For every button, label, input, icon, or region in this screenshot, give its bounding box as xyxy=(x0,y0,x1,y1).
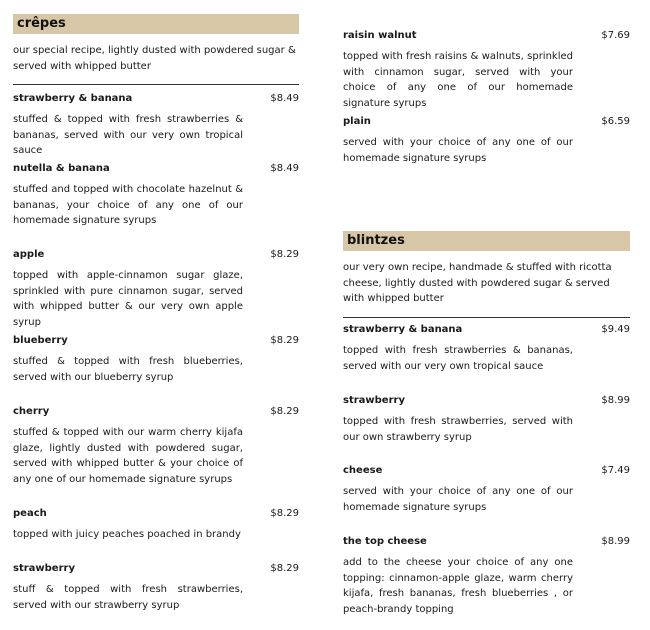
menu-item-crepe-nutella-banana xyxy=(13,162,299,229)
item-name: raisin walnut xyxy=(343,30,417,41)
item-name: strawberry xyxy=(343,395,405,406)
menu-item-blintz-top-cheese xyxy=(343,535,630,617)
item-description: served with your choice of any one of our homemade signature syrups xyxy=(343,137,573,164)
item-name: nutella & banana xyxy=(13,163,110,174)
crepes-section-title: crêpes xyxy=(13,14,299,34)
crepes-column xyxy=(13,0,299,611)
menu-item-crepe-strawberry xyxy=(13,562,299,613)
item-description: topped with fresh raisins & walnuts, sprinkled with cinnamon sugar, served with your choice of any one of our homemade signature syrups xyxy=(343,51,573,109)
item-price: $8.29 xyxy=(270,508,299,519)
menu-item-crepe-apple xyxy=(13,248,299,330)
crepes-section-description: our special recipe, lightly dusted with powdered sugar & served with whipped butter xyxy=(13,45,296,72)
item-price: $9.49 xyxy=(601,324,630,335)
menu-item-blintz-strawberry-banana xyxy=(343,323,630,374)
item-price: $8.99 xyxy=(601,536,630,547)
item-name: strawberry & banana xyxy=(13,93,133,104)
item-description: topped with juicy peaches poached in brandy xyxy=(13,529,241,540)
item-price: $8.29 xyxy=(270,406,299,417)
item-price: $8.29 xyxy=(270,249,299,260)
item-description: topped with fresh strawberries, served with our own strawberry syrup xyxy=(343,416,573,443)
menu-item-crepe-strawberry-banana xyxy=(13,92,299,159)
menu-item-blintz-cheese xyxy=(343,464,630,515)
item-name: blueberry xyxy=(13,335,68,346)
menu-item-crepe-peach xyxy=(13,507,299,543)
item-price: $6.59 xyxy=(601,116,630,127)
blintzes-section xyxy=(343,231,630,318)
item-description: stuffed and topped with chocolate hazelnut & bananas, your choice of any one of our homemade signature syrups xyxy=(13,184,243,226)
item-price: $8.29 xyxy=(270,335,299,346)
item-price: $7.49 xyxy=(601,465,630,476)
item-description: topped with fresh strawberries & bananas, served with our very own tropical sauce xyxy=(343,345,573,372)
item-description: topped with apple-cinnamon sugar glaze, sprinkled with pure cinnamon sugar, served with whipped butter & our very own apple syrup xyxy=(13,270,243,328)
menu-item-crepe-plain xyxy=(343,115,630,166)
item-name: cheese xyxy=(343,465,383,476)
item-description: stuffed & topped with fresh blueberries, served with our blueberry syrup xyxy=(13,356,243,383)
item-description: stuffed & topped with fresh strawberries & bananas, served with our very own tropical sauce xyxy=(13,114,243,156)
item-price: $7.69 xyxy=(601,30,630,41)
item-price: $8.29 xyxy=(270,563,299,574)
item-name: peach xyxy=(13,508,47,519)
item-description: add to the cheese your choice of any one topping: cinnamon-apple glaze, warm cherry kijafa, fresh bananas, fresh blueberries , or peach-brandy topping xyxy=(343,557,573,615)
item-price: $8.49 xyxy=(270,163,299,174)
blintzes-section-title: blintzes xyxy=(343,231,630,251)
item-name: strawberry xyxy=(13,563,75,574)
crepes-divider xyxy=(13,84,299,85)
item-name: the top cheese xyxy=(343,536,427,547)
menu-item-blintz-strawberry xyxy=(343,394,630,445)
menu-item-crepe-cherry xyxy=(13,405,299,487)
item-name: cherry xyxy=(13,406,50,417)
item-name: strawberry & banana xyxy=(343,324,463,335)
blintzes-divider xyxy=(343,317,630,318)
item-name: apple xyxy=(13,249,45,260)
item-description: stuff & topped with fresh strawberries, served with our strawberry syrup xyxy=(13,584,243,611)
blintzes-section-description: our very own recipe, handmade & stuffed with ricotta cheese, lightly dusted with powdered sugar & served with whipped butter xyxy=(343,262,612,304)
item-price: $8.49 xyxy=(270,93,299,104)
item-description: stuffed & topped with our warm cherry kijafa glaze, lightly dusted with powdered sugar, served with whipped butter & your choice of any one of our homemade signature syrups xyxy=(13,427,243,485)
menu-item-crepe-blueberry xyxy=(13,334,299,385)
menu-item-crepe-raisin-walnut xyxy=(343,29,630,111)
item-price: $8.99 xyxy=(601,395,630,406)
item-description: served with your choice of any one of our homemade signature syrups xyxy=(343,486,573,513)
item-name: plain xyxy=(343,116,371,127)
